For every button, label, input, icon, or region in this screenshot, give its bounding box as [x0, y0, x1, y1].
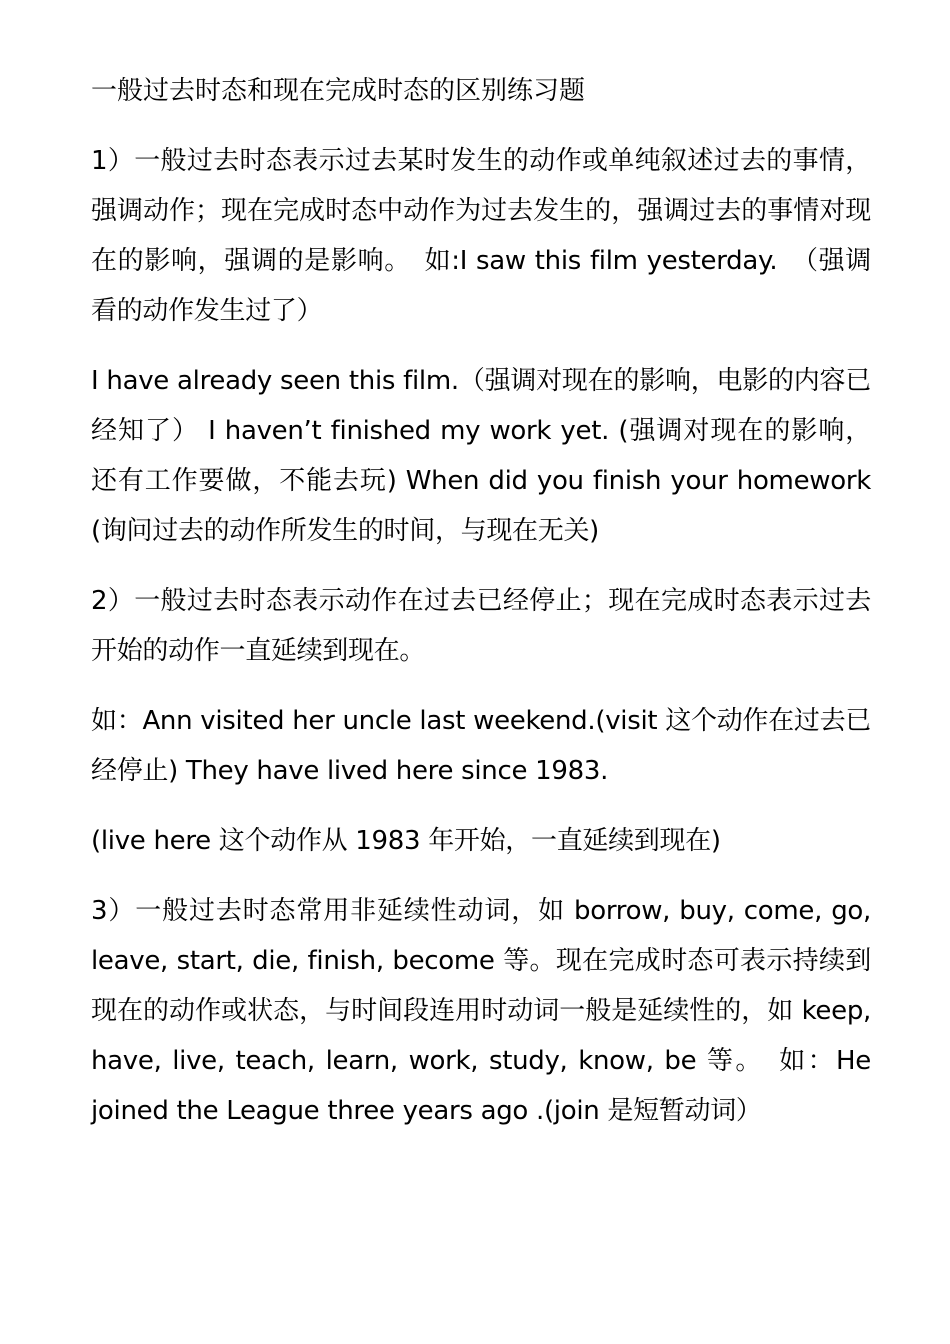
paragraph-1: 1）一般过去时态表示过去某时发生的动作或单纯叙述过去的事情，强调动作；现在完成时态中动作为过去发生的，强调过去的事情对现在的影响，强调的是影响。 如:I saw this film yesterday. （强调看的动作发生过了） [91, 146, 871, 326]
paragraph-5: (live here 这个动作从 1983 年开始，一直延续到现在) [91, 826, 721, 856]
paragraph-2: I have already seen this film.（强调对现在的影响，电影的内容已经知了） I haven’t finished my work yet. (强调对现在的影响，还有工作要做，不能去玩) When did you finish your homework (询问过去的动作所发生的时间，与现在无关) [91, 366, 871, 546]
paragraph-4: 如：Ann visited her uncle last weekend.(visit 这个动作在过去已经停止) They have lived here since 1983. [91, 706, 871, 786]
document-title: 一般过去时态和现在完成时态的区别练习题 [91, 76, 586, 106]
document-body [91, 66, 871, 1156]
paragraph-6: 3）一般过去时态常用非延续性动词，如 borrow, buy, come, go, leave, start, die, finish, become 等。现在完成时态可表示持续到现在的动作或状态，与时间段连用时动词一般是延续性的，如 keep, have, live, teach, learn, work, study, know, be 等。 如：He joined the League three years ago .(join 是短暂动词） [91, 896, 871, 1126]
paragraph-3: 2）一般过去时态表示动作在过去已经停止；现在完成时态表示过去开始的动作一直延续到现在。 [91, 586, 871, 666]
